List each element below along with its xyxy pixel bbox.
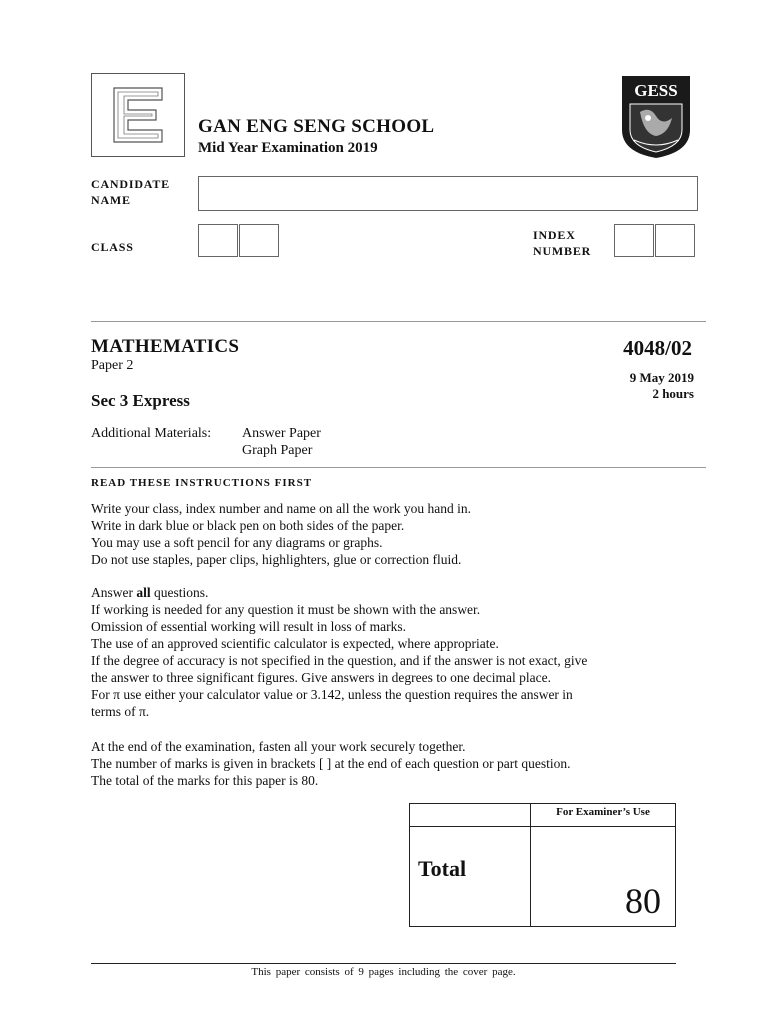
instruction-line: Omission of essential working will result in loss of marks. xyxy=(91,619,406,634)
crest-icon xyxy=(620,74,692,160)
additional-materials-label: Additional Materials: xyxy=(91,426,212,441)
instruction-line: You may use a soft pencil for any diagrams or graphs. xyxy=(91,535,383,550)
class-label: CLASS xyxy=(91,240,134,254)
paper-code: 4048/02 xyxy=(623,336,692,360)
candidate-label-line1: CANDIDATE xyxy=(91,177,170,191)
index-cell-2[interactable] xyxy=(655,224,695,257)
exam-date: 9 May 2019 xyxy=(629,370,694,385)
instruction-line: terms of π. xyxy=(91,704,150,719)
instructions-block-3 xyxy=(91,738,681,789)
instructions-block-1 xyxy=(91,500,681,568)
footer-rule xyxy=(91,963,676,964)
exam-title: Mid Year Examination 2019 xyxy=(198,140,378,156)
instruction-line-answer xyxy=(91,584,681,601)
class-cell-1[interactable] xyxy=(198,224,238,257)
instruction-line: The total of the marks for this paper is 80. xyxy=(91,773,319,788)
candidate-name-label xyxy=(91,176,170,208)
examiner-use-header: For Examiner’s Use xyxy=(556,806,650,818)
instruction-line: the answer to three significant figures. Give answers in degrees to one decimal place. xyxy=(91,670,551,685)
school-name: GAN ENG SENG SCHOOL xyxy=(198,116,435,137)
e-logo xyxy=(91,73,185,157)
divider-top xyxy=(91,321,706,322)
divider-mid xyxy=(91,467,706,468)
class-cell-2[interactable] xyxy=(239,224,279,257)
index-cell-1[interactable] xyxy=(614,224,654,257)
material-item: Answer Paper xyxy=(242,426,321,441)
table-horizontal-rule xyxy=(410,826,675,827)
candidate-name-field[interactable] xyxy=(198,176,698,211)
crest-text: GESS xyxy=(634,81,678,100)
exam-duration: 2 hours xyxy=(652,386,694,401)
school-crest xyxy=(620,74,692,160)
candidate-label-line2: NAME xyxy=(91,193,131,207)
total-label: Total xyxy=(418,856,467,881)
footer-text: This paper consists of 9 pages including the cover page. xyxy=(251,966,516,978)
answer-pre: Answer xyxy=(91,585,137,600)
level-title: Sec 3 Express xyxy=(91,391,190,410)
paper-number: Paper 2 xyxy=(91,358,134,373)
answer-bold: all xyxy=(136,585,151,600)
index-label-line2: NUMBER xyxy=(533,244,592,258)
instruction-line: The number of marks is given in brackets [ ] at the end of each question or part question. xyxy=(91,756,571,771)
instruction-line: Do not use staples, paper clips, highlighters, glue or correction fluid. xyxy=(91,552,462,567)
index-number-label xyxy=(533,227,591,259)
instruction-line: Write in dark blue or black pen on both sides of the paper. xyxy=(91,518,405,533)
instructions-block-2 xyxy=(91,584,681,720)
instruction-line: For π use either your calculator value or 3.142, unless the question requires the answer in xyxy=(91,687,573,702)
instruction-line: The use of an approved scientific calculator is expected, where appropriate. xyxy=(91,636,499,651)
instruction-line: If the degree of accuracy is not specified in the question, and if the answer is not exact, give xyxy=(91,653,588,668)
material-item: Graph Paper xyxy=(242,443,313,458)
instruction-line: At the end of the examination, fasten all your work securely together. xyxy=(91,739,466,754)
e-logo-icon xyxy=(92,74,184,156)
answer-post: questions. xyxy=(150,585,209,600)
index-label-line1: INDEX xyxy=(533,228,576,242)
subject-title: MATHEMATICS xyxy=(91,336,240,357)
instruction-line: If working is needed for any question it must be shown with the answer. xyxy=(91,602,481,617)
examiner-use-table xyxy=(409,803,676,927)
instructions-heading: READ THESE INSTRUCTIONS FIRST xyxy=(91,477,313,489)
total-marks: 80 xyxy=(625,881,661,921)
table-vertical-rule xyxy=(530,804,531,926)
instruction-line: Write your class, index number and name on all the work you hand in. xyxy=(91,501,471,516)
